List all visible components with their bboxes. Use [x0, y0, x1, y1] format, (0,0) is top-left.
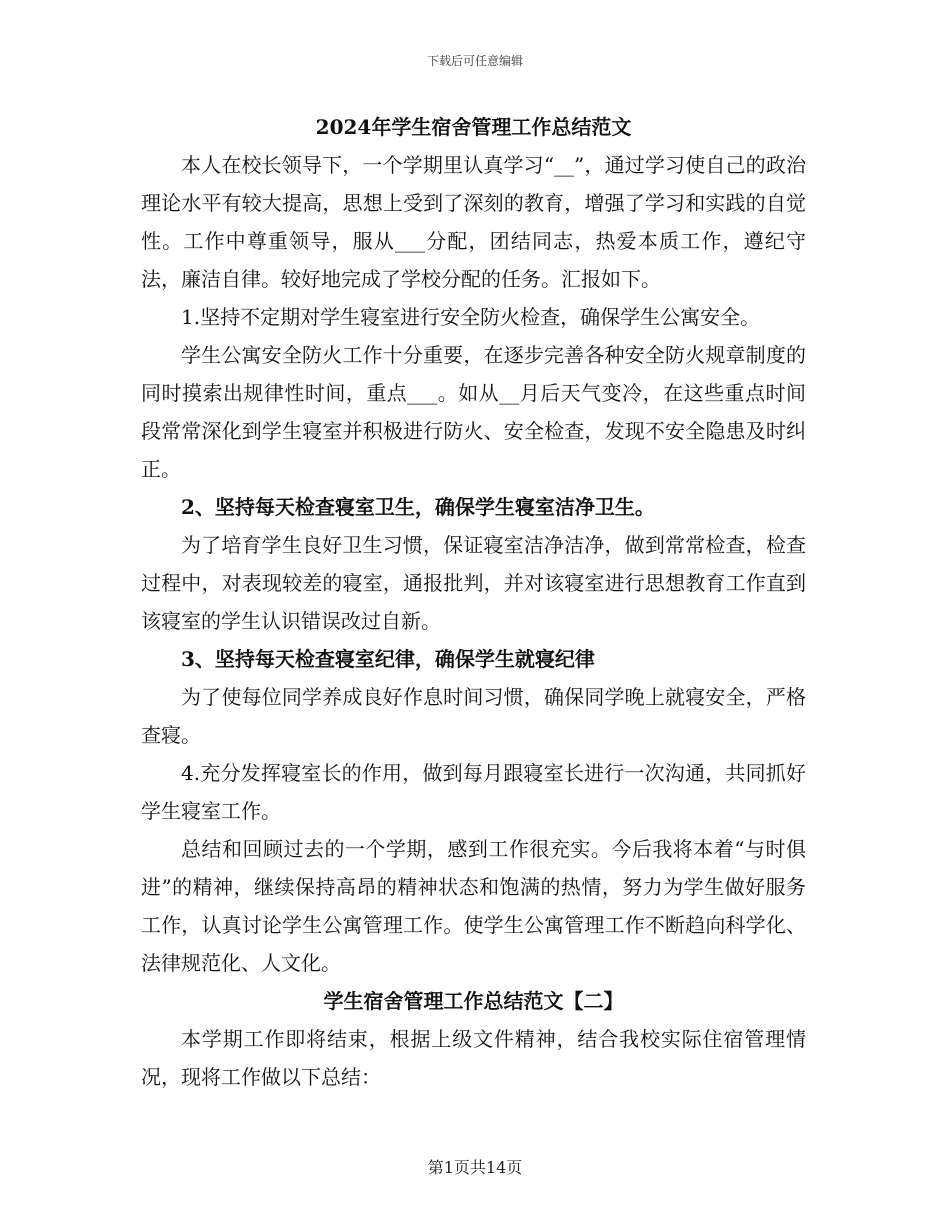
page-footer: 第1页共14页 [427, 1158, 523, 1177]
document-body [141, 108, 806, 1096]
heading-item-2: 2、坚持每天检查寝室卫生，确保学生寝室洁净卫生。 [181, 495, 655, 519]
paragraph-section2-intro: 本学期工作即将结束，根据上级文件精神，结合我校实际住宿管理情况，现将工作做以下总结： [141, 1027, 806, 1089]
paragraph-intro: 本人在校长领导下，一个学期里认真学习“__”，通过学习使自己的政治理论水平有较大提高，思想上受到了深刻的教育，增强了学习和实践的自觉性。工作中尊重领导，服从___分配，团结同志，热爱本质工作，遵纪守法，廉洁自律。较好地完成了学校分配的任务。汇报如下。 [141, 153, 806, 291]
paragraph-hygiene: 为了培育学生良好卫生习惯，保证寝室洁净洁净，做到常常检查，检查过程中，对表现较差的寝室，通报批判，并对该寝室进行思想教育工作直到该寝室的学生认识错误改过自新。 [141, 533, 806, 633]
document-title: 2024年学生宿舍管理工作总结范文 [315, 115, 632, 139]
section-title-2: 学生宿舍管理工作总结范文【二】 [323, 989, 624, 1013]
heading-item-3: 3、坚持每天检查寝室纪律，确保学生就寝纪律 [181, 647, 595, 671]
page-header: 下载后可任意编辑 [426, 54, 523, 68]
paragraph-item-4: 4.充分发挥寝室长的作用，做到每月跟寝室长进行一次沟通，共同抓好学生寝室工作。 [141, 761, 806, 823]
paragraph-summary: 总结和回顾过去的一个学期，感到工作很充实。今后我将本着“与时俱进”的精神，继续保持高昂的精神状态和饱满的热情，努力为学生做好服务工作，认真讨论学生公寓管理工作。使学生公寓管理工作不断趋向科学化、法律规范化、人文化。 [141, 837, 806, 975]
paragraph-item-1: 1.坚持不定期对学生寝室进行安全防火检查，确保学生公寓安全。 [181, 305, 761, 329]
paragraph-fire-safety: 学生公寓安全防火工作十分重要，在逐步完善各种安全防火规章制度的同时摸索出规律性时间，重点___。如从__月后天气变冷，在这些重点时间段常常深化到学生寝室并积极进行防火、安全检查，发现不安全隐患及时纠正。 [141, 343, 806, 481]
paragraph-discipline: 为了使每位同学养成良好作息时间习惯，确保同学晚上就寝安全，严格查寝。 [141, 685, 806, 747]
